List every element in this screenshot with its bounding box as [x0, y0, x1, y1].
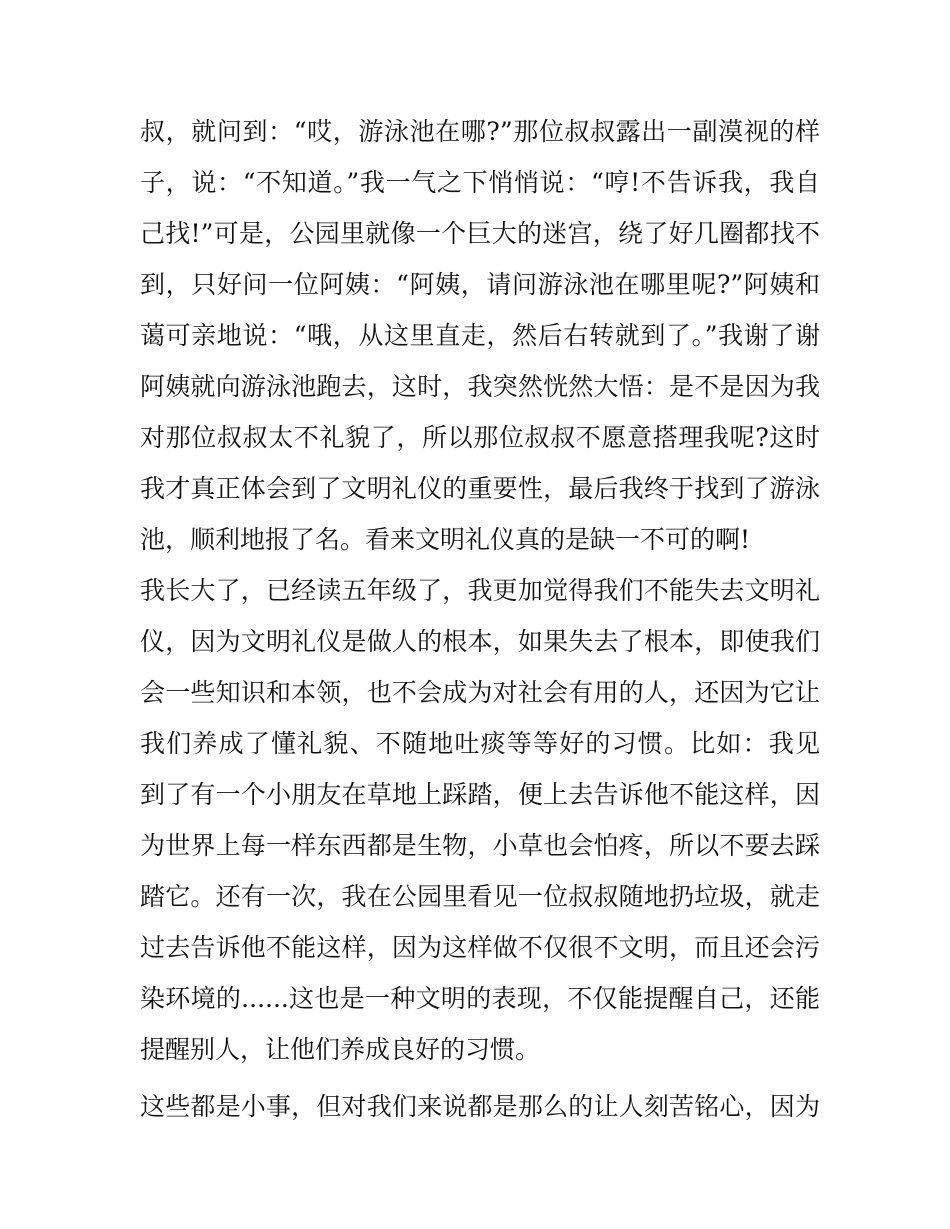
text-line: 池，顺利地报了名。看来文明礼仪真的是缺一不可的啊!: [140, 525, 751, 554]
paragraph-3: [140, 1081, 820, 1132]
text-line: 踏它。还有一次，我在公园里看见一位叔叔随地扔垃圾，就走: [140, 882, 820, 911]
text-line: 到，只好问一位阿姨：“阿姨，请问游泳池在哪里呢?”阿姨和: [140, 270, 820, 299]
text-line: 会一些知识和本领，也不会成为对社会有用的人，还因为它让: [140, 678, 820, 707]
text-line: 这些都是小事，但对我们来说都是那么的让人刻苦铭心，因为: [140, 1092, 820, 1121]
text-line: 对那位叔叔太不礼貌了，所以那位叔叔不愿意搭理我呢?这时: [140, 423, 820, 452]
text-line: 我长大了，已经读五年级了，我更加觉得我们不能失去文明礼: [140, 576, 820, 605]
text-line: 过去告诉他不能这样，因为这样做不仅很不文明，而且还会污: [140, 933, 820, 962]
text-line: 染环境的......这也是一种文明的表现，不仅能提醒自己，还能: [140, 984, 820, 1013]
text-line: 我们养成了懂礼貌、不随地吐痰等等好的习惯。比如：我见: [140, 729, 820, 758]
body-text: [140, 106, 820, 1132]
text-line: 叔，就问到：“哎，游泳池在哪?”那位叔叔露出一副漠视的样: [140, 117, 820, 146]
text-line: 阿姨就向游泳池跑去，这时，我突然恍然大悟：是不是因为我: [140, 372, 820, 401]
text-line: 子，说：“不知道。”我一气之下悄悄说：“哼!不告诉我，我自: [140, 168, 820, 197]
paragraph-1: [140, 106, 820, 565]
text-line: 蔼可亲地说：“哦，从这里直走，然后右转就到了。”我谢了谢: [140, 321, 820, 350]
text-line: 为世界上每一样东西都是生物，小草也会怕疼，所以不要去踩: [140, 831, 820, 860]
text-line: 仪，因为文明礼仪是做人的根本，如果失去了根本，即使我们: [140, 627, 820, 656]
text-line: 提醒别人，让他们养成良好的习惯。: [140, 1035, 541, 1064]
text-line: 己找!”可是，公园里就像一个巨大的迷宫，绕了好几圈都找不: [140, 219, 820, 248]
paragraph-2: [140, 565, 820, 1075]
text-line: 到了有一个小朋友在草地上踩踏，便上去告诉他不能这样，因: [140, 780, 820, 809]
text-line: 我才真正体会到了文明礼仪的重要性，最后我终于找到了游泳: [140, 474, 820, 503]
